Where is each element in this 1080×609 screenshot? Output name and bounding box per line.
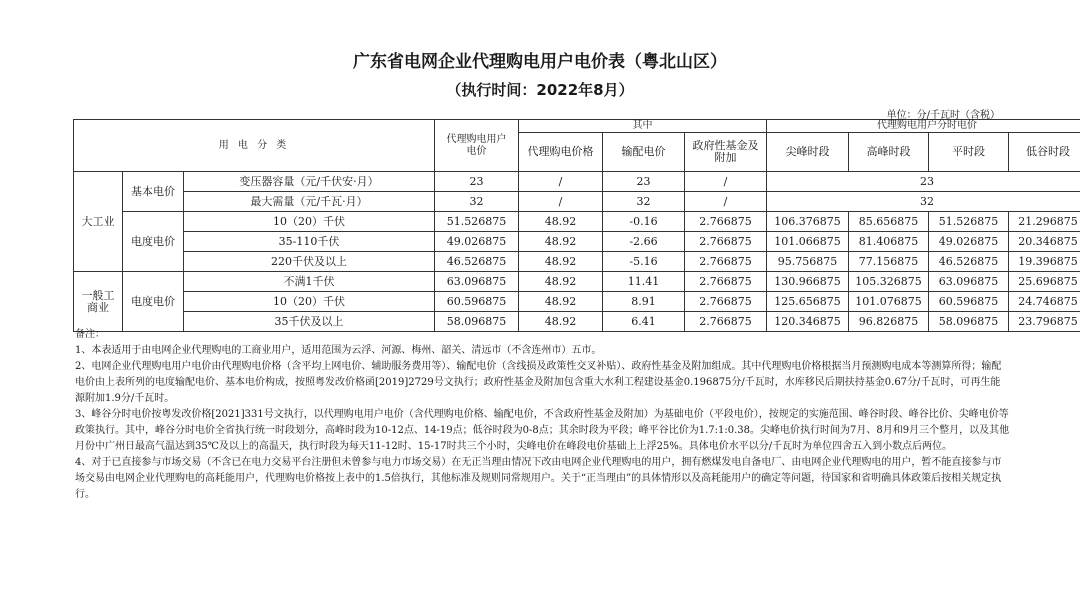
cell-flat: 51.526875 (929, 212, 1009, 232)
basic-price-label: 基本电价 (123, 172, 184, 212)
industrial-group-label: 大工业 (74, 172, 123, 272)
cell-trans: 23 (603, 172, 685, 192)
cell-peak-top: 95.756875 (767, 252, 849, 272)
cell-purchase: 48.92 (519, 272, 603, 292)
cell-proxy: 32 (435, 192, 519, 212)
cell-peak-top: 106.376875 (767, 212, 849, 232)
purchase-price-header: 代理购电价格 (519, 133, 603, 172)
notes-heading: 备注： (75, 329, 105, 340)
cell-fund: 2.766875 (685, 292, 767, 312)
cell-trans: -0.16 (603, 212, 685, 232)
cell-trans: 8.91 (603, 292, 685, 312)
row-name: 不满1千伏 (184, 272, 435, 292)
cell-flat: 49.026875 (929, 232, 1009, 252)
note-item: 2、电网企业代理购电用户电价由代理购电价格（含平均上网电价、辅助服务费用等）、输配电价（含线损及政策性交叉补贴）、政府性基金及附加组成。其中代理购电价格根据当月预测购电成本等测算所得；输配电价由上表所列的电度输配电价、基本电价构成，按照粤发改价格函[2019]2729号文执行；政府性基金及附加包含重大水利工程建设基金0.196875分/千瓦时，水库移民后期扶持基金0.67分/千瓦时，可再生能源附加1.9分/千瓦时。 (75, 361, 1002, 404)
among-header: 其中 (519, 120, 767, 133)
cell-flat: 63.096875 (929, 272, 1009, 292)
peak-header: 高峰时段 (849, 133, 929, 172)
note-item: 4、对于已直接参与市场交易（不含已在电力交易平台注册但未曾参与电力市场交易）在无正当理由情况下改由电网企业代理购电的用户，拥有燃煤发电自备电厂、由电网企业代理购电的用户，暂不能直接参与市场交易由电网企业代理购电的高耗能用户，代理购电价格按上表中的1.5倍执行，其他标准及规则同常规用户。关于“正当理由”的具体情形以及高耗能用户的确定等问题，待国家和省明确具体政策后按相关规定执行。 (75, 457, 1002, 500)
cell-proxy: 63.096875 (435, 272, 519, 292)
cell-fund: 2.766875 (685, 212, 767, 232)
cell-peak: 101.076875 (849, 292, 929, 312)
cell-purchase: 48.92 (519, 232, 603, 252)
cell-tou: 23 (767, 172, 1080, 192)
unit-label: 单位：分/千瓦时（含税） (886, 110, 1000, 121)
cell-trans: 6.41 (603, 312, 685, 332)
notes-section (75, 327, 1010, 503)
commercial-energy-label: 电度电价 (123, 272, 184, 332)
row-name: 35-110千伏 (184, 232, 435, 252)
cell-peak: 85.656875 (849, 212, 929, 232)
row-name: 10（20）千伏 (184, 292, 435, 312)
cell-purchase: 48.92 (519, 212, 603, 232)
note-item: 1、本表适用于由电网企业代理购电的工商业用户，适用范围为云浮、河源、梅州、韶关、清远市（不含连州市）五市。 (75, 345, 602, 356)
cell-flat: 60.596875 (929, 292, 1009, 312)
cell-trans: 11.41 (603, 272, 685, 292)
cell-peak-top: 130.966875 (767, 272, 849, 292)
cell-fund: 2.766875 (685, 232, 767, 252)
table-row (74, 272, 1080, 292)
proxy-price-header: 代理购电用户 电价 (435, 120, 519, 172)
table-row (74, 172, 1080, 192)
cell-proxy: 60.596875 (435, 292, 519, 312)
page-title: 广东省电网企业代理购电用户电价表（粤北山区） (353, 52, 727, 72)
row-name: 35千伏及以上 (184, 312, 435, 332)
cell-purchase: 48.92 (519, 292, 603, 312)
table-row (74, 232, 1080, 252)
energy-price-label: 电度电价 (123, 212, 184, 272)
cell-flat: 58.096875 (929, 312, 1009, 332)
peak-top-header: 尖峰时段 (767, 133, 849, 172)
row-name: 最大需量（元/千瓦·月） (184, 192, 435, 212)
cell-fund: / (685, 172, 767, 192)
cell-proxy: 46.526875 (435, 252, 519, 272)
cell-purchase: / (519, 172, 603, 192)
cell-peak: 105.326875 (849, 272, 929, 292)
commercial-group-label: 一般工 商业 (74, 272, 123, 332)
cell-trans: -5.16 (603, 252, 685, 272)
cell-proxy: 58.096875 (435, 312, 519, 332)
table-row (74, 212, 1080, 232)
cell-peak: 77.156875 (849, 252, 929, 272)
cell-valley: 25.696875 (1009, 272, 1080, 292)
cell-fund: 2.766875 (685, 272, 767, 292)
table-row (74, 192, 1080, 212)
fund-header: 政府性基金及 附加 (685, 133, 767, 172)
flat-header: 平时段 (929, 133, 1009, 172)
row-name: 变压器容量（元/千伏安·月） (184, 172, 435, 192)
cell-peak-top: 125.656875 (767, 292, 849, 312)
row-name: 220千伏及以上 (184, 252, 435, 272)
cell-valley: 23.796875 (1009, 312, 1080, 332)
cell-peak-top: 120.346875 (767, 312, 849, 332)
cell-proxy: 51.526875 (435, 212, 519, 232)
valley-header: 低谷时段 (1009, 133, 1080, 172)
table-row (74, 292, 1080, 312)
note-item: 3、峰谷分时电价按粤发改价格[2021]331号文执行，以代理购电用户电价（含代理购电价格、输配电价，不含政府性基金及附加）为基础电价（平段电价），按规定的实施范围、峰谷时段、峰谷比价、尖峰电价等政策执行。其中，峰谷分时电价全省执行统一时段划分，高峰时段为10-12点、14-19点；低谷时段为0-8点；其余时段为平段；峰平谷比价为1.7:1:0.38。尖峰电价执行时间为7月、8月和9月三个整月，以及其他月份中广州日最高气温达到35℃及以上的高温天，执行时段为每天11-12时、15-17时共三个小时，尖峰电价在峰段电价基础上上浮25%。具体电价水平以分/千瓦时为单位四舍五入到小数点后两位。 (75, 409, 1010, 452)
header-row-1 (74, 120, 1080, 133)
cell-purchase: 48.92 (519, 312, 603, 332)
price-table (73, 119, 1080, 332)
cell-trans: 32 (603, 192, 685, 212)
cell-valley: 20.346875 (1009, 232, 1080, 252)
cell-purchase: 48.92 (519, 252, 603, 272)
cell-purchase: / (519, 192, 603, 212)
cell-valley: 21.296875 (1009, 212, 1080, 232)
cell-peak: 81.406875 (849, 232, 929, 252)
cell-proxy: 23 (435, 172, 519, 192)
transmission-price-header: 输配电价 (603, 133, 685, 172)
cell-valley: 19.396875 (1009, 252, 1080, 272)
cell-tou: 32 (767, 192, 1080, 212)
cell-peak-top: 101.066875 (767, 232, 849, 252)
tou-group-header: 代理购电用户分时电价 (767, 120, 1080, 133)
cell-peak: 96.826875 (849, 312, 929, 332)
cell-proxy: 49.026875 (435, 232, 519, 252)
cell-fund: 2.766875 (685, 312, 767, 332)
page-subtitle: （执行时间：2022年8月） (446, 81, 634, 99)
table-row (74, 252, 1080, 272)
cell-trans: -2.66 (603, 232, 685, 252)
row-name: 10（20）千伏 (184, 212, 435, 232)
category-header: 用 电 分 类 (74, 120, 435, 172)
cell-fund: / (685, 192, 767, 212)
cell-fund: 2.766875 (685, 252, 767, 272)
cell-valley: 24.746875 (1009, 292, 1080, 312)
cell-flat: 46.526875 (929, 252, 1009, 272)
